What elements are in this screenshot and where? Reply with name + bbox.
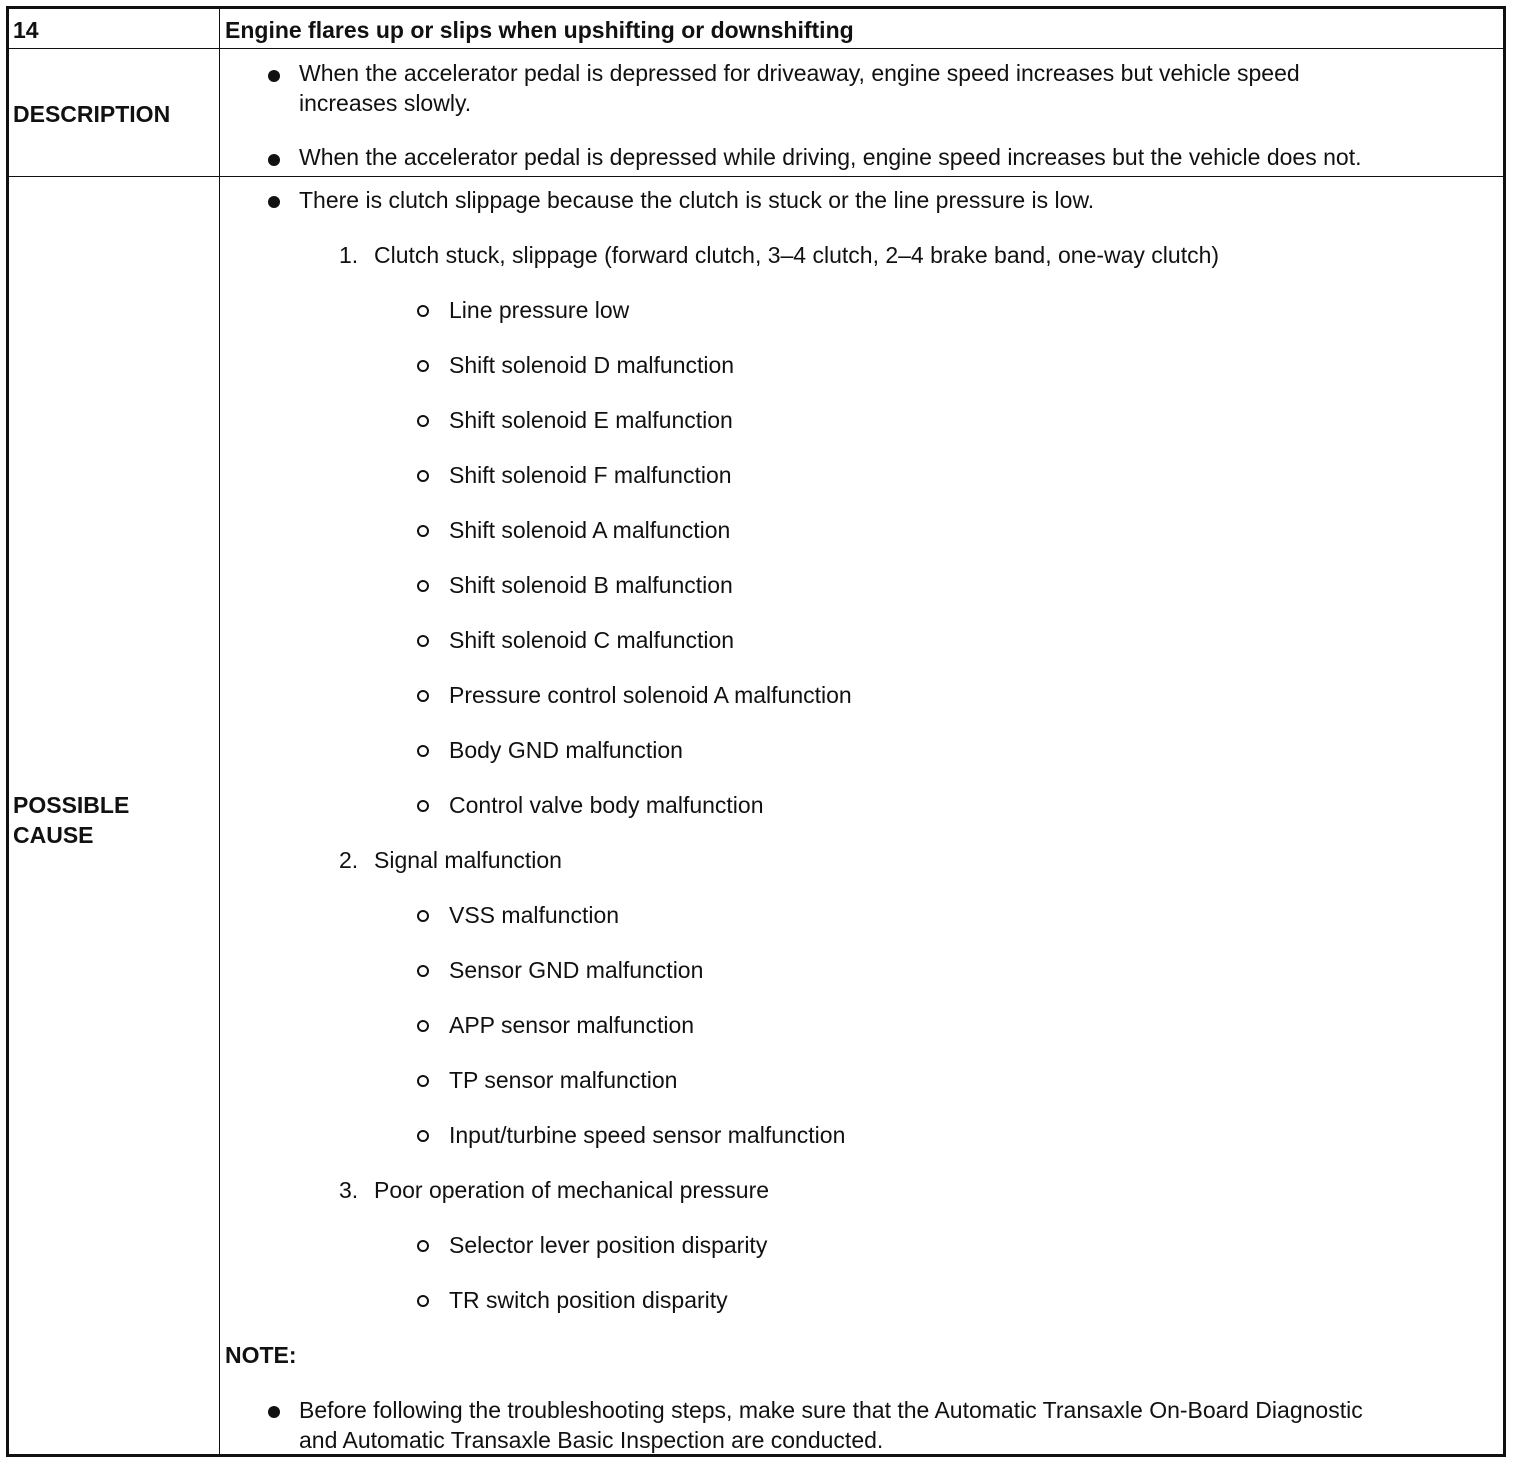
- troubleshooting-table: [6, 6, 1506, 1457]
- cause-group-number: 3.: [339, 1177, 359, 1203]
- column-divider: [219, 9, 220, 1454]
- circle-bullet-icon: [417, 1130, 429, 1142]
- cause-item: Selector lever position disparity: [449, 1232, 768, 1258]
- note-text: Before following the troubleshooting steps, make sure that the Automatic Transaxle On-Board Diagnostic: [299, 1397, 1363, 1423]
- cause-group-number: 2.: [339, 847, 359, 873]
- circle-bullet-icon: [417, 800, 429, 812]
- bullet-icon: [268, 154, 280, 166]
- cause-item: Body GND malfunction: [449, 737, 683, 763]
- circle-bullet-icon: [417, 690, 429, 702]
- cause-item: Sensor GND malfunction: [449, 957, 704, 983]
- cause-item: Shift solenoid F malfunction: [449, 462, 732, 488]
- description-bullet-text: When the accelerator pedal is depressed for driveaway, engine speed increases but vehicle speed: [299, 60, 1300, 86]
- circle-bullet-icon: [417, 1240, 429, 1252]
- cause-item: Shift solenoid B malfunction: [449, 572, 733, 598]
- circle-bullet-icon: [417, 415, 429, 427]
- cause-item: Pressure control solenoid A malfunction: [449, 682, 852, 708]
- cause-item: Shift solenoid E malfunction: [449, 407, 733, 433]
- cause-item: Shift solenoid C malfunction: [449, 627, 735, 653]
- circle-bullet-icon: [417, 745, 429, 757]
- circle-bullet-icon: [417, 965, 429, 977]
- cause-item: VSS malfunction: [449, 902, 620, 928]
- cause-item: Control valve body malfunction: [449, 792, 764, 818]
- cause-item: APP sensor malfunction: [449, 1012, 695, 1038]
- cause-group-title: Poor operation of mechanical pressure: [374, 1177, 770, 1203]
- description-bullet-text: When the accelerator pedal is depressed while driving, engine speed increases but the vehicle does not.: [299, 144, 1362, 170]
- possible-cause-label: POSSIBLE: [13, 792, 130, 818]
- row-divider: [9, 48, 1503, 49]
- cause-item: TR switch position disparity: [449, 1287, 728, 1313]
- bullet-icon: [268, 1406, 280, 1418]
- note-label: NOTE:: [225, 1342, 297, 1368]
- description-label: DESCRIPTION: [13, 101, 171, 127]
- possible-cause-label-cont: CAUSE: [13, 822, 94, 848]
- cause-item: TP sensor malfunction: [449, 1067, 678, 1093]
- description-bullet-text-cont: increases slowly.: [299, 90, 472, 116]
- circle-bullet-icon: [417, 470, 429, 482]
- symptom-number: 14: [13, 17, 39, 43]
- symptom-title: Engine flares up or slips when upshifting or downshifting: [225, 17, 854, 43]
- bullet-icon: [268, 196, 280, 208]
- cause-group-title: Clutch stuck, slippage (forward clutch, 3–4 clutch, 2–4 brake band, one-way clutch): [374, 242, 1220, 268]
- cause-group-title: Signal malfunction: [374, 847, 562, 873]
- circle-bullet-icon: [417, 525, 429, 537]
- circle-bullet-icon: [417, 1020, 429, 1032]
- circle-bullet-icon: [417, 1295, 429, 1307]
- circle-bullet-icon: [417, 360, 429, 372]
- cause-intro: There is clutch slippage because the clutch is stuck or the line pressure is low.: [299, 187, 1095, 213]
- circle-bullet-icon: [417, 305, 429, 317]
- cause-group-number: 1.: [339, 242, 359, 268]
- cause-item: Shift solenoid A malfunction: [449, 517, 731, 543]
- cause-item: Input/turbine speed sensor malfunction: [449, 1122, 846, 1148]
- row-divider: [9, 176, 1503, 177]
- circle-bullet-icon: [417, 580, 429, 592]
- bullet-icon: [268, 70, 280, 82]
- cause-item: Shift solenoid D malfunction: [449, 352, 735, 378]
- circle-bullet-icon: [417, 1075, 429, 1087]
- circle-bullet-icon: [417, 910, 429, 922]
- circle-bullet-icon: [417, 635, 429, 647]
- note-text-cont: and Automatic Transaxle Basic Inspection are conducted.: [299, 1427, 884, 1453]
- cause-item: Line pressure low: [449, 297, 630, 323]
